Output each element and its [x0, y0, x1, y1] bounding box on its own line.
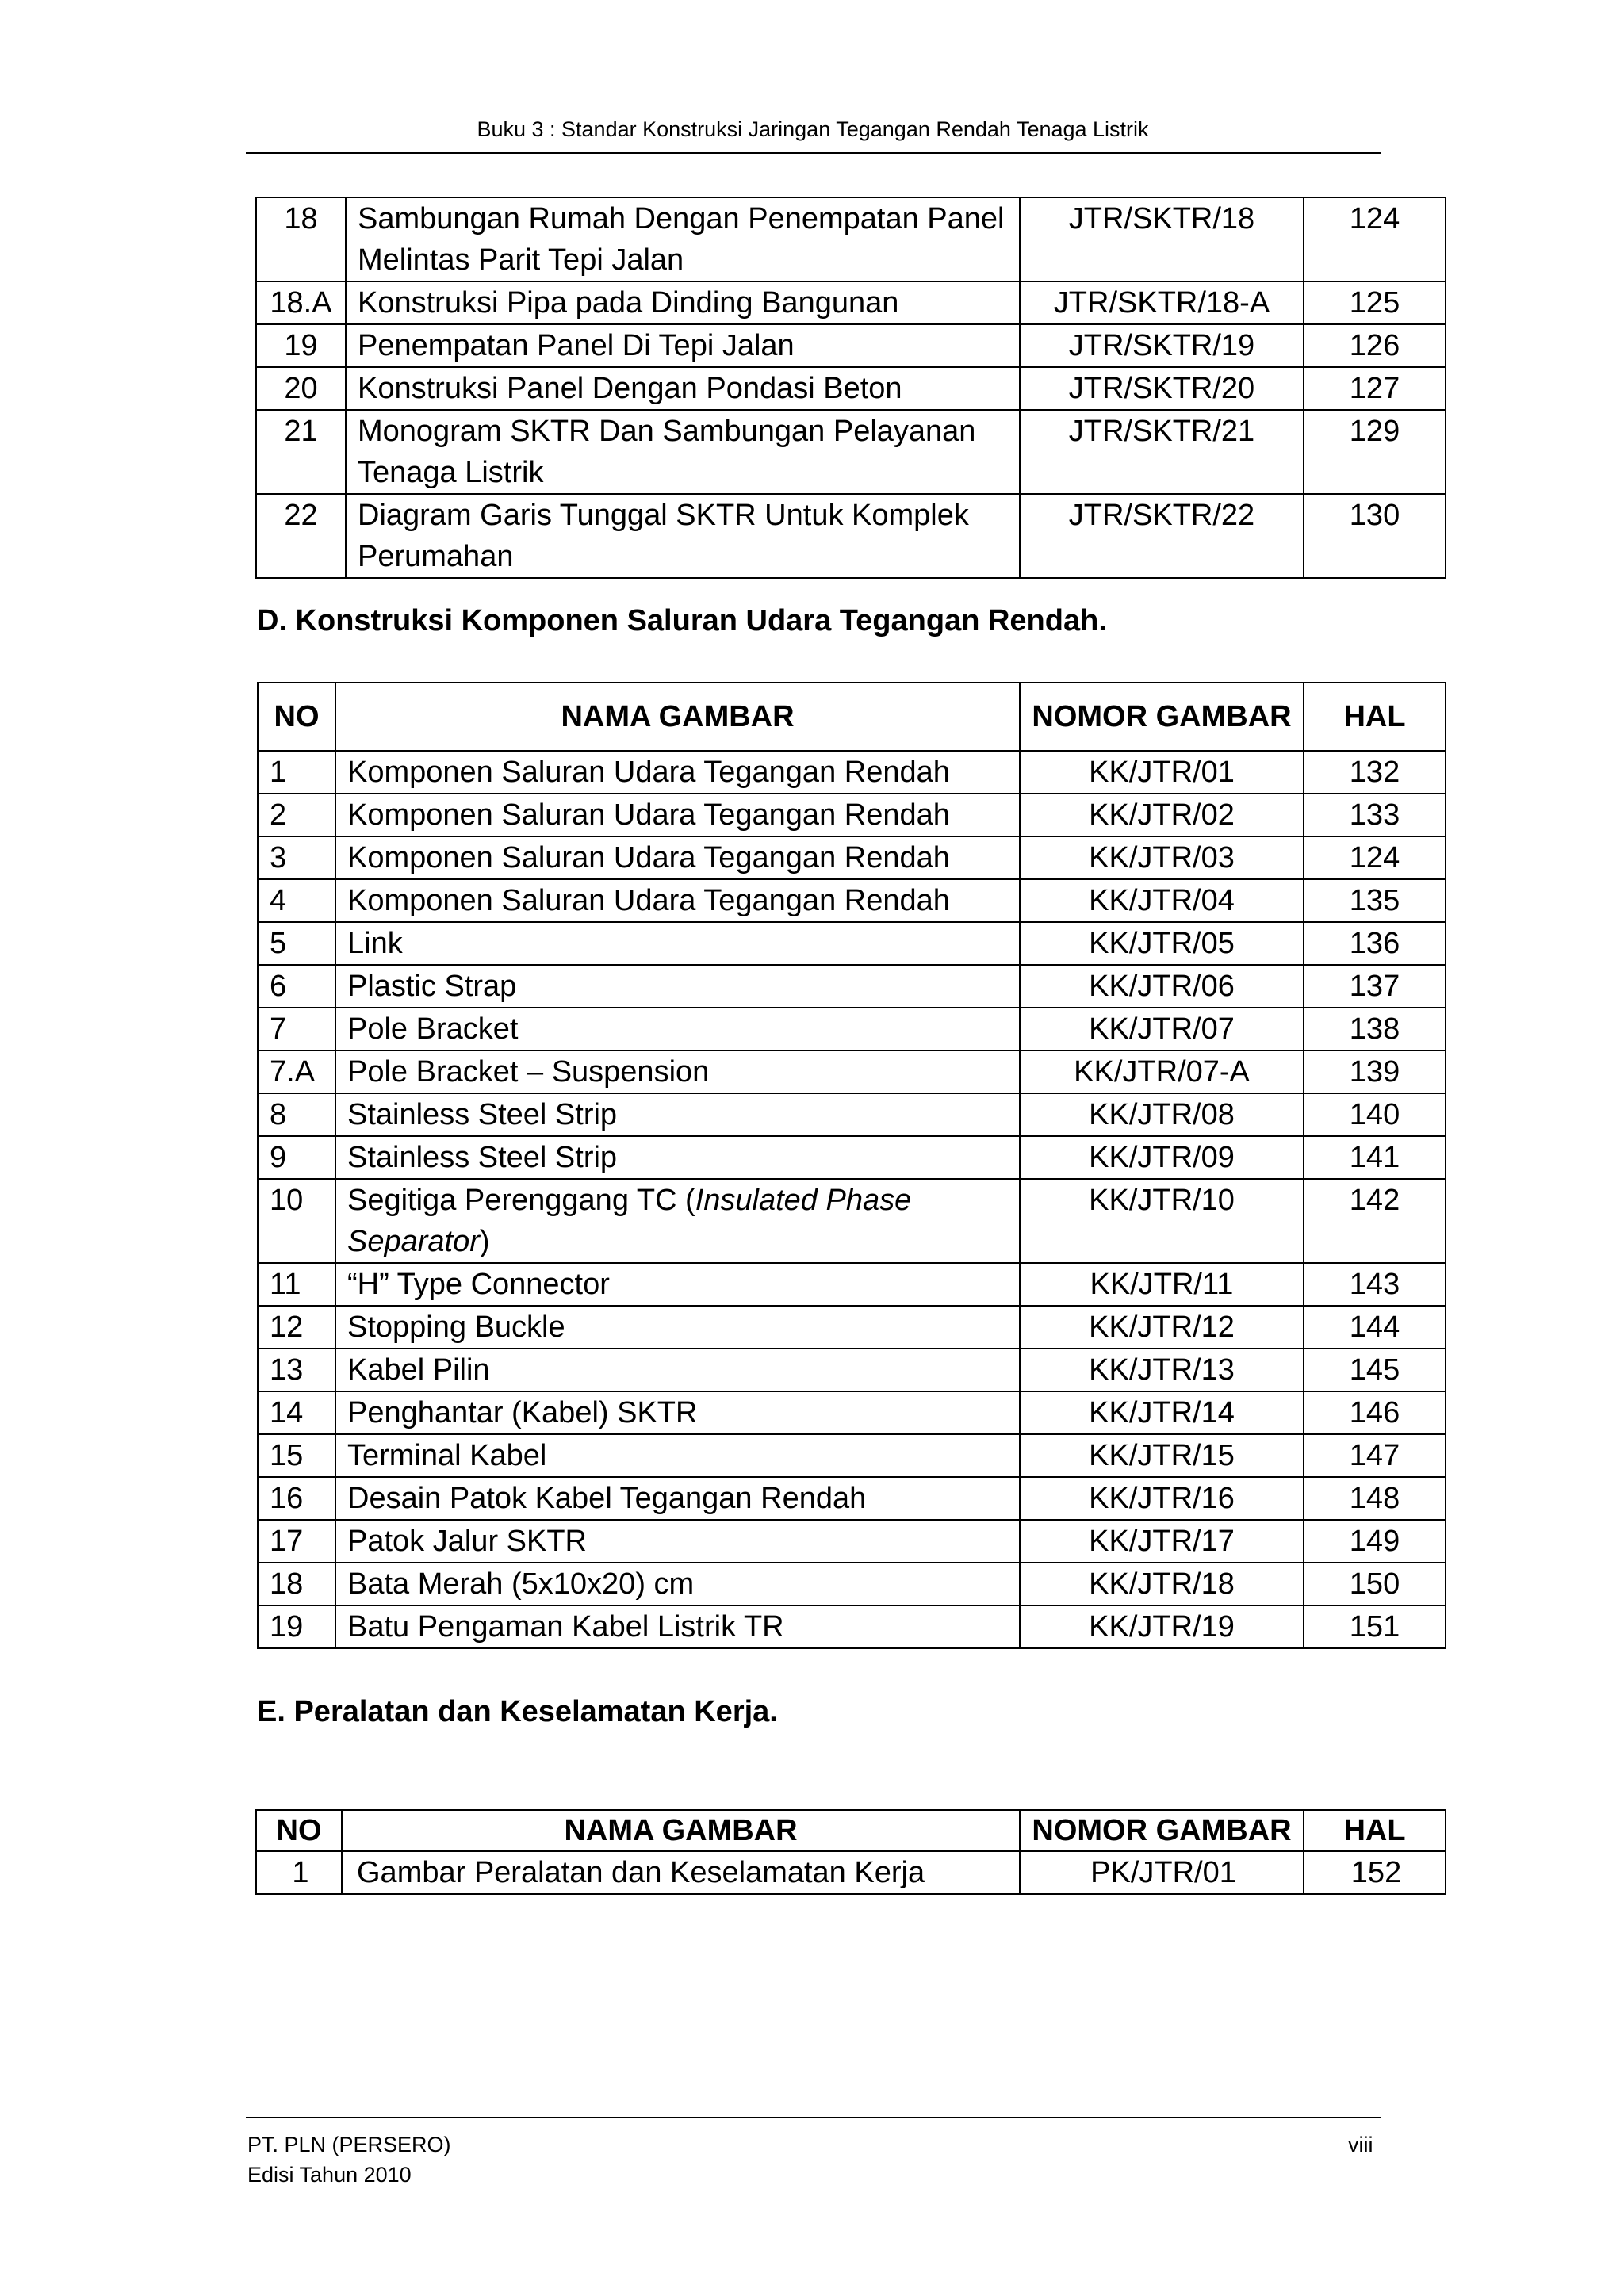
cell-no: 1 — [258, 751, 335, 794]
cell-nomor: KK/JTR/11 — [1020, 1263, 1304, 1306]
cell-hal: 135 — [1304, 879, 1446, 922]
cell-nomor: JTR/SKTR/22 — [1020, 494, 1304, 578]
table-row — [256, 367, 1446, 410]
cell-hal: 138 — [1304, 1008, 1446, 1050]
cell-no: 11 — [258, 1263, 335, 1306]
cell-nama: Konstruksi Pipa pada Dinding Bangunan — [346, 281, 1020, 324]
footer-divider — [246, 2117, 1381, 2118]
cell-hal: 126 — [1304, 324, 1446, 367]
section-e-title: E. Peralatan dan Keselamatan Kerja. — [257, 1695, 778, 1728]
footer-company: PT. PLN (PERSERO) — [247, 2133, 451, 2156]
col-header-hal: HAL — [1304, 683, 1446, 751]
cell-nomor: JTR/SKTR/18-A — [1020, 281, 1304, 324]
cell-no: 19 — [258, 1605, 335, 1648]
cell-hal: 141 — [1304, 1136, 1446, 1179]
cell-nama: Sambungan Rumah Dengan Penempatan Panel Melintas Parit Tepi Jalan — [346, 197, 1020, 281]
cell-hal: 150 — [1304, 1563, 1446, 1605]
table-row — [258, 1306, 1446, 1349]
cell-no: 5 — [258, 922, 335, 965]
table-row — [258, 1008, 1446, 1050]
table-komponen-sutr — [257, 682, 1446, 1649]
cell-nomor: KK/JTR/15 — [1020, 1434, 1304, 1477]
cell-nama: Kabel Pilin — [335, 1349, 1020, 1391]
table-sktr-continuation — [255, 197, 1446, 579]
cell-hal: 144 — [1304, 1306, 1446, 1349]
cell-no: 21 — [256, 410, 346, 494]
cell-nama: Pole Bracket – Suspension — [335, 1050, 1020, 1093]
cell-hal: 151 — [1304, 1605, 1446, 1648]
cell-nomor: KK/JTR/10 — [1020, 1179, 1304, 1263]
cell-no: 19 — [256, 324, 346, 367]
cell-no: 22 — [256, 494, 346, 578]
cell-hal: 145 — [1304, 1349, 1446, 1391]
table-row — [258, 1605, 1446, 1648]
page-number: viii — [1348, 2133, 1373, 2156]
cell-nomor: KK/JTR/09 — [1020, 1136, 1304, 1179]
cell-no: 3 — [258, 836, 335, 879]
cell-nomor: KK/JTR/03 — [1020, 836, 1304, 879]
cell-nomor: JTR/SKTR/20 — [1020, 367, 1304, 410]
cell-nomor: JTR/SKTR/21 — [1020, 410, 1304, 494]
table-row — [256, 494, 1446, 578]
cell-hal: 129 — [1304, 410, 1446, 494]
cell-nama: Komponen Saluran Udara Tegangan Rendah — [335, 879, 1020, 922]
cell-hal: 147 — [1304, 1434, 1446, 1477]
cell-nama: Link — [335, 922, 1020, 965]
table-row — [256, 197, 1446, 281]
footer-left — [247, 2130, 451, 2190]
cell-nomor: JTR/SKTR/19 — [1020, 324, 1304, 367]
cell-no: 1 — [256, 1851, 342, 1894]
cell-hal: 130 — [1304, 494, 1446, 578]
col-header-nama: NAMA GAMBAR — [342, 1810, 1020, 1851]
cell-no: 4 — [258, 879, 335, 922]
cell-nama: Diagram Garis Tunggal SKTR Untuk Komplek Perumahan — [346, 494, 1020, 578]
cell-hal: 136 — [1304, 922, 1446, 965]
cell-no: 7.A — [258, 1050, 335, 1093]
cell-hal: 146 — [1304, 1391, 1446, 1434]
cell-nama: Komponen Saluran Udara Tegangan Rendah — [335, 836, 1020, 879]
cell-no: 18 — [258, 1563, 335, 1605]
cell-nomor: KK/JTR/13 — [1020, 1349, 1304, 1391]
cell-nama: Patok Jalur SKTR — [335, 1520, 1020, 1563]
table-row — [258, 1563, 1446, 1605]
cell-hal: 149 — [1304, 1520, 1446, 1563]
cell-nomor: KK/JTR/07-A — [1020, 1050, 1304, 1093]
table-row — [256, 410, 1446, 494]
cell-nama: Bata Merah (5x10x20) cm — [335, 1563, 1020, 1605]
cell-nama-suffix: ) — [479, 1225, 490, 1258]
cell-nomor: KK/JTR/04 — [1020, 879, 1304, 922]
cell-nama: Penempatan Panel Di Tepi Jalan — [346, 324, 1020, 367]
cell-nomor: KK/JTR/02 — [1020, 794, 1304, 836]
table-row — [258, 1136, 1446, 1179]
cell-nama-italic: Insulated Phase Separator — [347, 1184, 912, 1258]
cell-no: 7 — [258, 1008, 335, 1050]
header-divider — [246, 152, 1381, 154]
cell-nama: Komponen Saluran Udara Tegangan Rendah — [335, 751, 1020, 794]
cell-hal: 132 — [1304, 751, 1446, 794]
table-row — [258, 1520, 1446, 1563]
col-header-no: NO — [258, 683, 335, 751]
table-row — [258, 922, 1446, 965]
cell-hal: 148 — [1304, 1477, 1446, 1520]
cell-nama: Gambar Peralatan dan Keselamatan Kerja — [342, 1851, 1020, 1894]
table-row — [256, 281, 1446, 324]
cell-nama: Batu Pengaman Kabel Listrik TR — [335, 1605, 1020, 1648]
footer-edition: Edisi Tahun 2010 — [247, 2163, 412, 2187]
cell-nomor: KK/JTR/14 — [1020, 1391, 1304, 1434]
table-row — [258, 1179, 1446, 1263]
cell-nomor: KK/JTR/16 — [1020, 1477, 1304, 1520]
cell-nama: Stopping Buckle — [335, 1306, 1020, 1349]
cell-nomor: KK/JTR/19 — [1020, 1605, 1304, 1648]
col-header-nama: NAMA GAMBAR — [335, 683, 1020, 751]
cell-no: 18.A — [256, 281, 346, 324]
table-row — [258, 1263, 1446, 1306]
cell-nama: Konstruksi Panel Dengan Pondasi Beton — [346, 367, 1020, 410]
cell-hal: 139 — [1304, 1050, 1446, 1093]
cell-hal: 140 — [1304, 1093, 1446, 1136]
cell-hal: 127 — [1304, 367, 1446, 410]
cell-no: 10 — [258, 1179, 335, 1263]
cell-no: 9 — [258, 1136, 335, 1179]
cell-nama: Desain Patok Kabel Tegangan Rendah — [335, 1477, 1020, 1520]
cell-no: 8 — [258, 1093, 335, 1136]
cell-nomor: KK/JTR/12 — [1020, 1306, 1304, 1349]
cell-hal: 152 — [1304, 1851, 1446, 1894]
table-row — [258, 1050, 1446, 1093]
table-row — [258, 836, 1446, 879]
table-row — [258, 879, 1446, 922]
cell-nama-prefix: Segitiga Perenggang TC ( — [347, 1184, 695, 1217]
table-row — [258, 1093, 1446, 1136]
cell-nomor: KK/JTR/08 — [1020, 1093, 1304, 1136]
cell-no: 18 — [256, 197, 346, 281]
cell-nomor: KK/JTR/17 — [1020, 1520, 1304, 1563]
cell-hal: 125 — [1304, 281, 1446, 324]
cell-nomor: PK/JTR/01 — [1020, 1851, 1304, 1894]
col-header-hal: HAL — [1304, 1810, 1446, 1851]
cell-nama: “H” Type Connector — [335, 1263, 1020, 1306]
cell-hal: 137 — [1304, 965, 1446, 1008]
table-peralatan-k3 — [255, 1809, 1446, 1895]
cell-hal: 133 — [1304, 794, 1446, 836]
cell-hal: 124 — [1304, 197, 1446, 281]
table-row — [258, 751, 1446, 794]
cell-no: 2 — [258, 794, 335, 836]
cell-nomor: KK/JTR/05 — [1020, 922, 1304, 965]
cell-nomor: JTR/SKTR/18 — [1020, 197, 1304, 281]
cell-nomor: KK/JTR/18 — [1020, 1563, 1304, 1605]
col-header-no: NO — [256, 1810, 342, 1851]
table-row — [256, 1851, 1446, 1894]
cell-no: 17 — [258, 1520, 335, 1563]
cell-no: 14 — [258, 1391, 335, 1434]
table-row — [258, 1391, 1446, 1434]
table-row — [258, 1477, 1446, 1520]
cell-nama: Monogram SKTR Dan Sambungan Pelayanan Tenaga Listrik — [346, 410, 1020, 494]
table-row — [256, 324, 1446, 367]
cell-nama: Terminal Kabel — [335, 1434, 1020, 1477]
cell-no: 20 — [256, 367, 346, 410]
cell-nama: Penghantar (Kabel) SKTR — [335, 1391, 1020, 1434]
cell-no: 6 — [258, 965, 335, 1008]
page-header: Buku 3 : Standar Konstruksi Jaringan Tegangan Rendah Tenaga Listrik — [477, 117, 1149, 141]
cell-nama: Komponen Saluran Udara Tegangan Rendah — [335, 794, 1020, 836]
cell-hal: 143 — [1304, 1263, 1446, 1306]
section-d-title: D. Konstruksi Komponen Saluran Udara Tegangan Rendah. — [257, 604, 1107, 637]
table-row — [258, 965, 1446, 1008]
cell-no: 13 — [258, 1349, 335, 1391]
cell-nomor: KK/JTR/06 — [1020, 965, 1304, 1008]
col-header-nomor: NOMOR GAMBAR — [1020, 683, 1304, 751]
table-row — [258, 794, 1446, 836]
cell-no: 12 — [258, 1306, 335, 1349]
cell-nomor: KK/JTR/07 — [1020, 1008, 1304, 1050]
cell-nama: Stainless Steel Strip — [335, 1136, 1020, 1179]
cell-hal: 124 — [1304, 836, 1446, 879]
cell-nama — [335, 1179, 1020, 1263]
table-row — [258, 1434, 1446, 1477]
cell-nomor: KK/JTR/01 — [1020, 751, 1304, 794]
cell-nama: Pole Bracket — [335, 1008, 1020, 1050]
cell-no: 15 — [258, 1434, 335, 1477]
col-header-nomor: NOMOR GAMBAR — [1020, 1810, 1304, 1851]
cell-hal: 142 — [1304, 1179, 1446, 1263]
cell-nama: Plastic Strap — [335, 965, 1020, 1008]
cell-nama: Stainless Steel Strip — [335, 1093, 1020, 1136]
table-row — [258, 1349, 1446, 1391]
cell-no: 16 — [258, 1477, 335, 1520]
